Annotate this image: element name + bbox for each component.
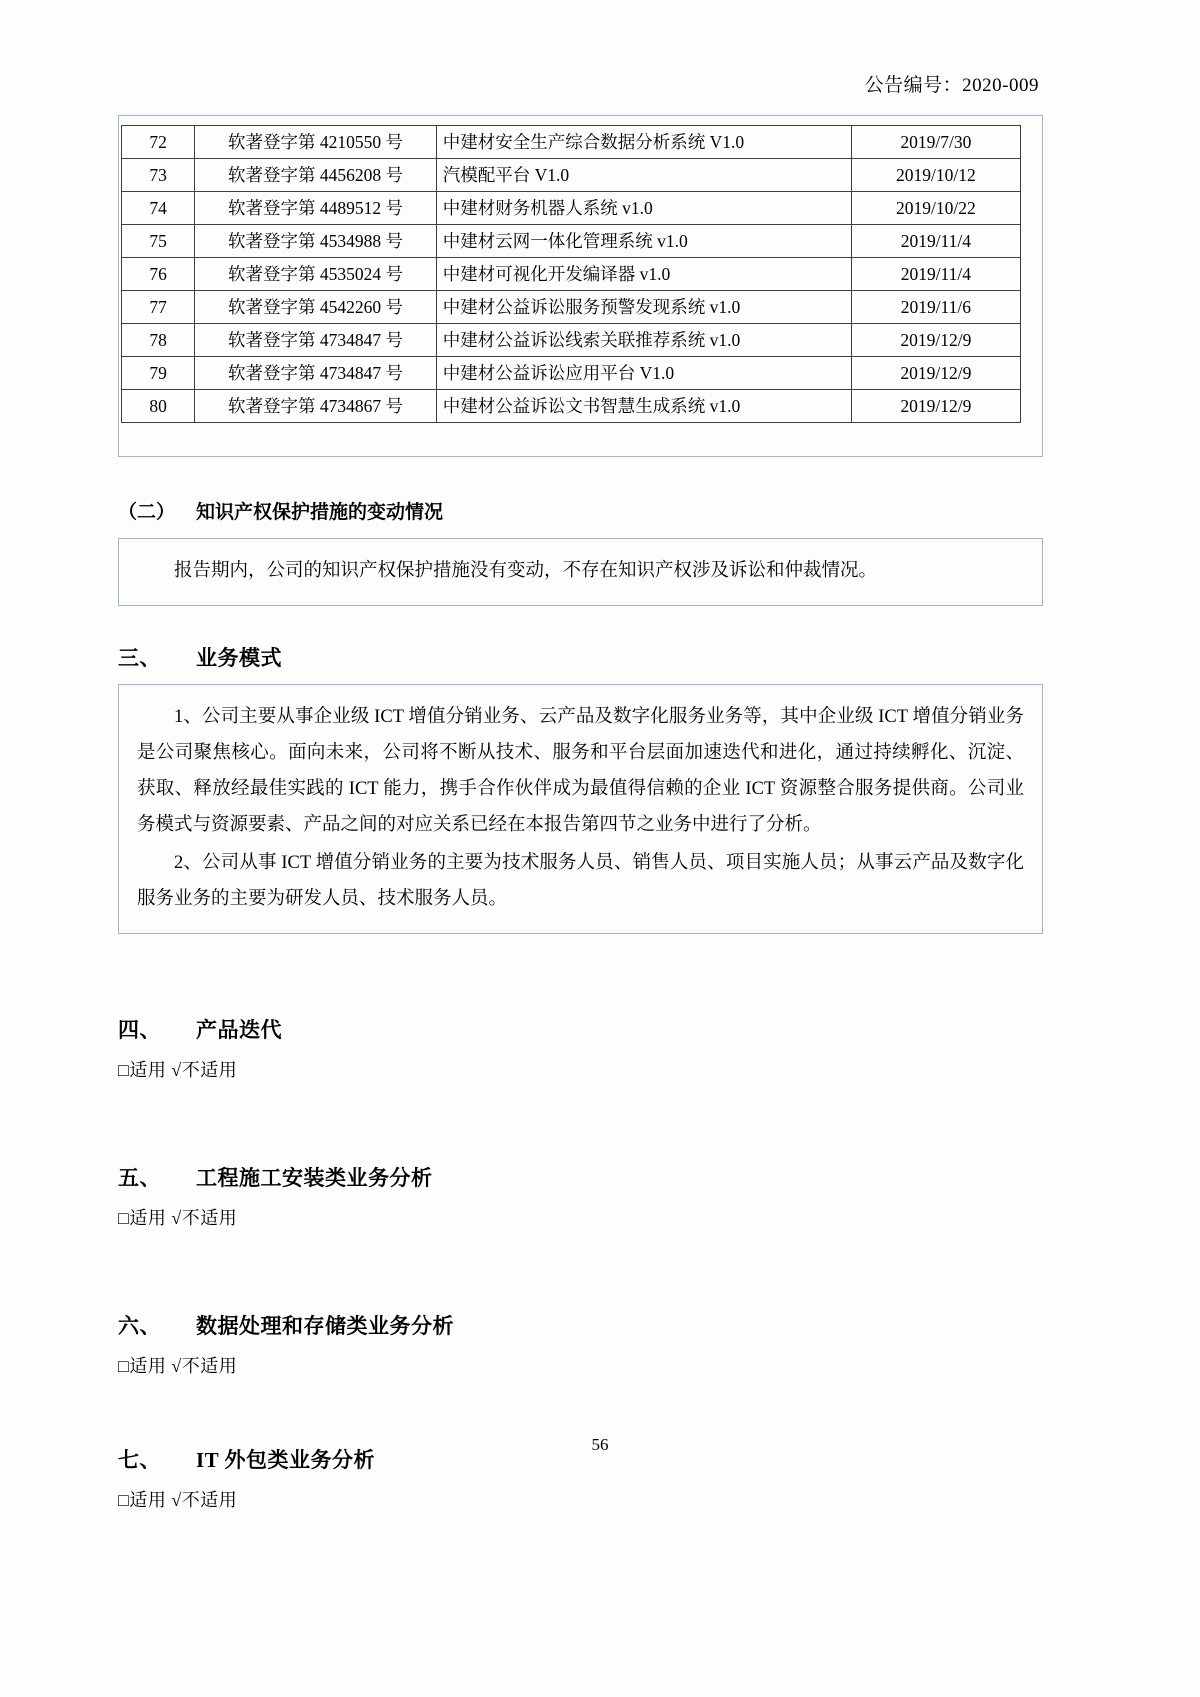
- heading-number: 三、: [118, 646, 161, 670]
- ip-protection-box: [118, 538, 1043, 606]
- cell-registration: 软著登字第 4542260 号: [195, 291, 436, 324]
- heading-number: 七、: [118, 1448, 161, 1472]
- table-row: [122, 390, 1021, 423]
- cell-date: 2019/12/9: [851, 390, 1020, 423]
- heading-title: 工程施工安装类业务分析: [196, 1166, 433, 1190]
- cell-registration: 软著登字第 4489512 号: [195, 192, 436, 225]
- applicability-it-outsourcing-analysis: □适用 √不适用: [118, 1490, 238, 1510]
- cell-date: 2019/11/4: [851, 225, 1020, 258]
- cell-date: 2019/11/4: [851, 258, 1020, 291]
- cell-registration: 软著登字第 4734867 号: [195, 390, 436, 423]
- heading-business-model: [118, 642, 1043, 672]
- ip-protection-text: 报告期内，公司的知识产权保护措施没有变动，不存在知识产权涉及诉讼和仲裁情况。: [174, 561, 878, 581]
- applicability-construction-analysis: □适用 √不适用: [118, 1208, 238, 1228]
- software-copyright-table: [121, 125, 1021, 423]
- cell-registration: 软著登字第 4535024 号: [195, 258, 436, 291]
- table-row: [122, 159, 1021, 192]
- cell-number: 76: [122, 258, 195, 291]
- cell-registration: 软著登字第 4210550 号: [195, 126, 436, 159]
- table-body: [122, 126, 1021, 423]
- ip-table-container: [118, 115, 1043, 457]
- cell-date: 2019/10/22: [851, 192, 1020, 225]
- cell-registration: 软著登字第 4456208 号: [195, 159, 436, 192]
- heading-ip-protection: [118, 497, 1043, 524]
- cell-number: 79: [122, 357, 195, 390]
- heading-title: 数据处理和存储类业务分析: [196, 1314, 454, 1338]
- heading-title: IT 外包类业务分析: [196, 1448, 376, 1472]
- spacer: [118, 1082, 1043, 1126]
- page-content: [118, 70, 1043, 1512]
- heading-number: 四、: [118, 1018, 161, 1042]
- business-model-box: [118, 684, 1043, 934]
- cell-number: 74: [122, 192, 195, 225]
- heading-title: 产品迭代: [196, 1018, 282, 1042]
- spacer: [118, 1230, 1043, 1274]
- page-number: 56: [591, 1435, 609, 1454]
- heading-number: 六、: [118, 1314, 161, 1338]
- cell-software-name: 中建材公益诉讼线索关联推荐系统 v1.0: [436, 324, 851, 357]
- cell-date: 2019/11/6: [851, 291, 1020, 324]
- heading-number: 五、: [118, 1166, 161, 1190]
- table-row: [122, 357, 1021, 390]
- business-model-paragraph-2: 2、公司从事 ICT 增值分销业务的主要为技术服务人员、销售人员、项目实施人员；从事云产品及数字化服务业务的主要为研发人员、技术服务人员。: [137, 853, 1024, 909]
- table-row: [122, 291, 1021, 324]
- cell-software-name: 汽模配平台 V1.0: [436, 159, 851, 192]
- spacer: [118, 1378, 1043, 1408]
- spacer: [118, 934, 1043, 978]
- cell-software-name: 中建材公益诉讼应用平台 V1.0: [436, 357, 851, 390]
- cell-software-name: 中建材云网一体化管理系统 v1.0: [436, 225, 851, 258]
- cell-software-name: 中建材公益诉讼服务预警发现系统 v1.0: [436, 291, 851, 324]
- heading-construction-analysis: [118, 1162, 1043, 1192]
- table-row: [122, 324, 1021, 357]
- heading-data-processing-analysis: [118, 1310, 1043, 1340]
- cell-number: 78: [122, 324, 195, 357]
- applicability-product-iteration: □适用 √不适用: [118, 1060, 238, 1080]
- cell-date: 2019/12/9: [851, 324, 1020, 357]
- cell-registration: 软著登字第 4734847 号: [195, 324, 436, 357]
- cell-software-name: 中建材安全生产综合数据分析系统 V1.0: [436, 126, 851, 159]
- cell-number: 72: [122, 126, 195, 159]
- applicability-data-processing-analysis: □适用 √不适用: [118, 1356, 238, 1376]
- cell-number: 73: [122, 159, 195, 192]
- cell-date: 2019/10/12: [851, 159, 1020, 192]
- table-row: [122, 225, 1021, 258]
- heading-product-iteration: [118, 1014, 1043, 1044]
- cell-number: 75: [122, 225, 195, 258]
- table-row: [122, 126, 1021, 159]
- cell-date: 2019/7/30: [851, 126, 1020, 159]
- table-row: [122, 192, 1021, 225]
- heading-number: （二）: [118, 502, 176, 523]
- business-model-paragraph-1: 1、公司主要从事企业级 ICT 增值分销业务、云产品及数字化服务业务等，其中企业级 ICT 增值分销业务是公司聚焦核心。面向未来，公司将不断从技术、服务和平台层面加速迭代和进化，通过持续孵化、沉淀、获取、释放经最佳实践的 ICT 能力，携手合作伙伴成为最值得信赖的企业 ICT 资源整合服务提供商。公司业务模式与资源要素、产品之间的对应关系已经在本报告第四节之业务中进行了分析。: [137, 707, 1024, 835]
- cell-software-name: 中建材可视化开发编译器 v1.0: [436, 258, 851, 291]
- announcement-number: 公告编号：2020-009: [864, 75, 1039, 96]
- cell-date: 2019/12/9: [851, 357, 1020, 390]
- cell-registration: 软著登字第 4534988 号: [195, 225, 436, 258]
- heading-title: 业务模式: [196, 646, 282, 670]
- cell-registration: 软著登字第 4734847 号: [195, 357, 436, 390]
- cell-software-name: 中建材公益诉讼文书智慧生成系统 v1.0: [436, 390, 851, 423]
- table-row: [122, 258, 1021, 291]
- cell-number: 80: [122, 390, 195, 423]
- cell-software-name: 中建材财务机器人系统 v1.0: [436, 192, 851, 225]
- heading-title: 知识产权保护措施的变动情况: [196, 502, 444, 523]
- cell-number: 77: [122, 291, 195, 324]
